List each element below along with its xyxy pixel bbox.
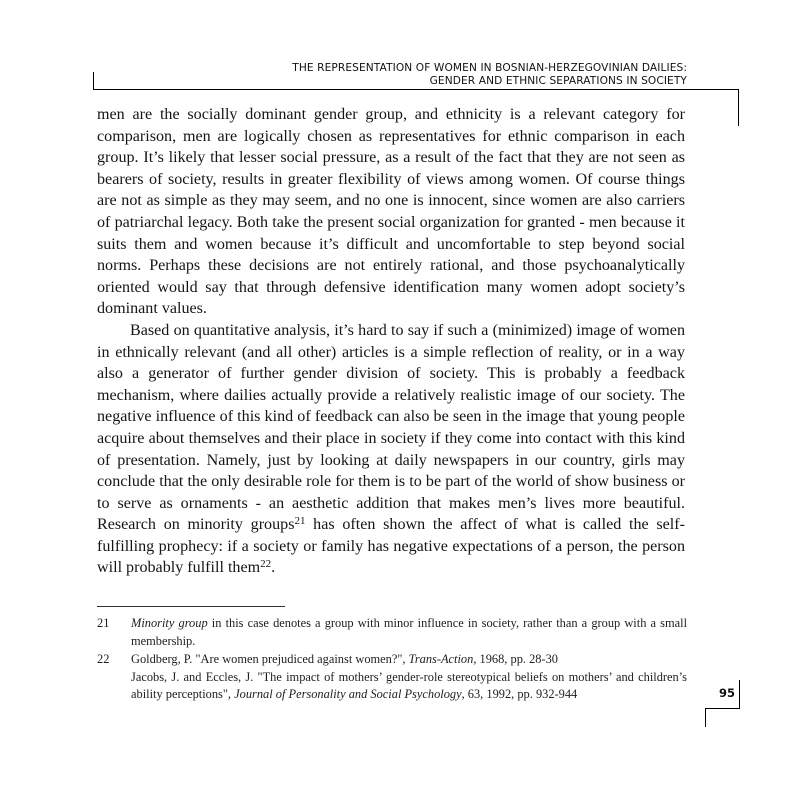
paragraph-2-end: . [271,559,276,577]
footnote-separator [97,606,285,607]
paragraph-2 [97,320,685,579]
footnote-ref-22[interactable]: 22 [260,558,272,571]
page-number-rule-right [739,680,740,709]
reference-jacobs-eccles [131,669,687,704]
footnote-number: 22 [97,652,110,666]
running-header [292,62,687,87]
header-rule-left-tick [93,72,94,90]
footnote-22 [97,651,687,704]
footnotes [97,615,687,704]
paragraph-2-part-1: Based on quantitative analysis, it’s hard to say if such a (minimized) image of women in ethnically relevant (and all other) articles is a simple reflection of reality, or in a way also a generator of further gender division of society. This is probably a feedback mechanism, where dailies actually provide a relatively realistic image of our society. The negative influence of this kind of feedback can also be seen in the image that young people acquire about themselves and their place in society if they come into contact with this kind of presentation. Namely, just by looking at daily newspapers in our country, girls may conclude that the only desirable role for them is to be part of the world of show business or to serve as ornaments - an aesthetic addition that makes men’s lives more beautiful. Research on minority groups [97,321,685,534]
paragraph-2-part-2: has often shown the affect of what is called the self-fulfilling prophecy: if a society or family has negative expectations of a person, the person will probably fulfill them [97,516,685,577]
reference-journal: Journal of Personality and Social Psychology [234,687,462,701]
reference-tail: , 63, 1992, pp. 932-944 [461,687,578,701]
page-number-rule-top [705,708,740,709]
header-rule-right-tick [738,89,739,126]
reference-tail: , 1968, pp. 28-30 [473,652,558,666]
footnote-italic-term: Minority group [131,616,208,630]
reference-text: Jacobs, J. and Eccles, J. "The impact of mothers’ gender-role stereotypical beliefs on mothers’ and children’s ability perceptions", [131,669,687,701]
page-number-rule-left [705,708,706,727]
paragraph-1: men are the socially dominant gender group, and ethnicity is a relevant category for comparison, men are logically chosen as representatives for ethnic comparison in each group. It’s likely that lesser social pressure, as a result of the fact that they are not seen as bearers of society, results in greater flexibility of views among women. Of course things are not as simple as they may seem, and no one is innocent, since women are also carriers of patriarchal legacy. Both take the present social organization for granted - men because it suits them and women because it’s difficult and uncomfortable to step beyond social norms. Perhaps these decisions are not entirely rational, and those psychoanalytically oriented would say that through defensive identification many women adopt society’s dominant values. [97,106,685,318]
reference-goldberg [131,651,687,669]
reference-journal: Trans-Action [408,652,474,666]
page-number: 95 [718,686,735,700]
footnote-21 [97,615,687,650]
reference-text: Goldberg, P. "Are women prejudiced against women?", [131,652,409,666]
body-text [97,104,685,579]
footnote-text: in this case denotes a group with minor influence in society, rather than a group with a small membership. [131,616,688,648]
header-rule [93,89,739,90]
header-line-1: THE REPRESENTATION OF WOMEN IN BOSNIAN-HERZEGOVINIAN DAILIES: [292,62,687,74]
footnote-ref-21[interactable]: 21 [294,515,306,528]
header-line-2: GENDER AND ETHNIC SEPARATIONS IN SOCIETY [429,74,687,87]
footnote-number: 21 [97,616,110,630]
